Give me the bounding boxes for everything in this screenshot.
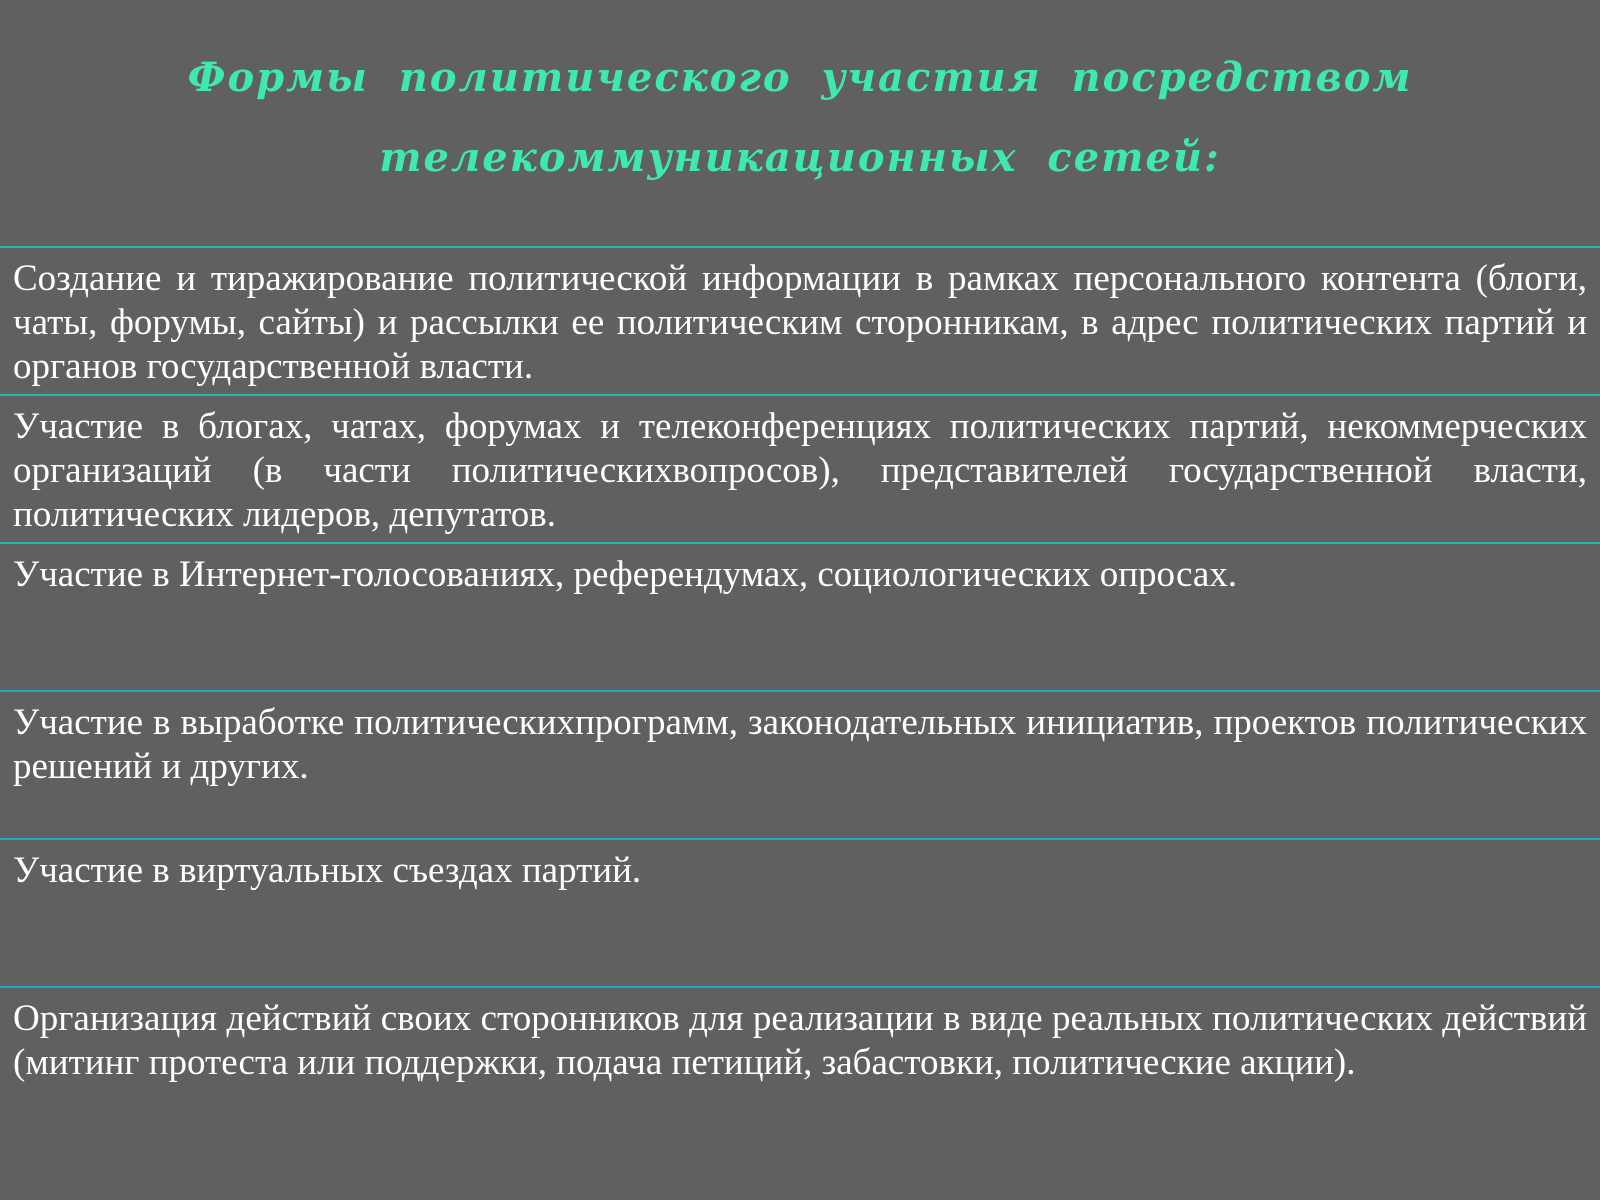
list-item-text: Участие в выработке политическихпрограмм, законодательных инициатив, проектов политических решений и других.	[13, 702, 1587, 787]
list-item-text: Участие в виртуальных съездах партий.	[13, 850, 642, 891]
list-item-4	[0, 690, 1600, 838]
list-item-2	[0, 394, 1600, 542]
list-item-text: Создание и тиражирование политической информации в рамках персонального контента (блоги, чаты, форумы, сайты) и рассылки ее политическим сторонникам, в адрес политических партий и органов государственной власти.	[13, 258, 1587, 387]
slide-title-line-1: Формы политического участия посредством	[187, 54, 1413, 101]
list-item-1	[0, 246, 1600, 394]
slide-title-line-2: телекоммуникационных сетей:	[379, 134, 1221, 181]
list-item-text: Организация действий своих сторонников для реализации в виде реальных политических действий (митинг протеста или поддержки, подача петиций, забастовки, политические акции).	[13, 998, 1587, 1083]
participation-forms-list	[0, 246, 1600, 1134]
list-item-5	[0, 838, 1600, 986]
list-item-3	[0, 542, 1600, 690]
list-item-text: Участие в Интернет-голосованиях, референдумах, социологических опросах.	[13, 554, 1237, 595]
slide-title	[0, 38, 1600, 198]
list-item-6	[0, 986, 1600, 1134]
list-item-text: Участие в блогах, чатах, форумах и телеконференциях политических партий, некоммерческих организаций (в части политическихвопросов), представителей государственной власти, политических лидеров, депутатов.	[13, 406, 1587, 535]
